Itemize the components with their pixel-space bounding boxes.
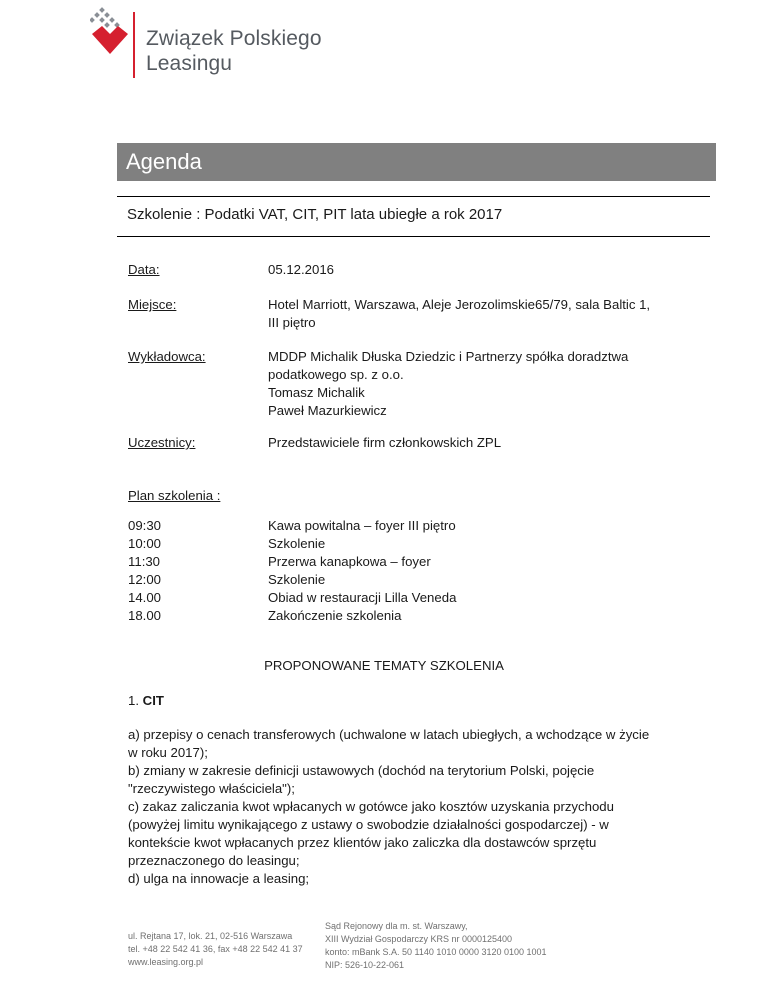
schedule-time: 12:00	[128, 572, 162, 587]
footer-address: ul. Rejtana 17, lok. 21, 02-516 Warszawa tel. +48 22 542 41 36, fax +48 22 542 41 37 www.leasing.org.pl	[128, 931, 303, 967]
zpl-logo-icon	[90, 6, 130, 62]
date-label: Data:	[128, 262, 160, 277]
schedule-item: Kawa powitalna – foyer III piętro	[268, 518, 456, 533]
topic-line: "rzeczywistego właściciela");	[128, 781, 295, 796]
topic-line: b) zmiany w zakresie definicji ustawowych (dochód na terytorium Polski, pojęcie	[128, 763, 595, 778]
topics-heading: PROPONOWANE TEMATY SZKOLENIA	[264, 658, 504, 673]
date-value: 05.12.2016	[268, 262, 335, 277]
lecturer-label: Wykładowca:	[128, 349, 206, 364]
schedule-times	[128, 517, 161, 625]
schedule-item: Zakończenie szkolenia	[268, 608, 402, 623]
schedule-time: 14.00	[128, 590, 162, 605]
topic-line: kontekście kwot wpłacanych przez klientów jako zaliczka dla dostawców sprzętu	[128, 835, 597, 850]
participants-label: Uczestnicy:	[128, 435, 196, 450]
schedule-item: Szkolenie	[268, 572, 326, 587]
divider-bottom	[117, 236, 710, 237]
schedule-time: 11:30	[128, 554, 161, 569]
divider-top	[117, 196, 710, 197]
topic-line: w roku 2017);	[128, 745, 208, 760]
plan-heading: Plan szkolenia :	[128, 488, 221, 503]
section-heading: 1. CIT	[128, 693, 164, 708]
agenda-banner	[117, 143, 716, 181]
training-subtitle: Szkolenie : Podatki VAT, CIT, PIT lata ubiegłe a rok 2017	[127, 206, 503, 223]
schedule-time: 10:00	[128, 536, 162, 551]
schedule-item: Szkolenie	[268, 536, 326, 551]
logo-divider	[133, 12, 135, 78]
topic-line: a) przepisy o cenach transferowych (uchwalone w latach ubiegłych, a wchodzące w życie	[128, 727, 650, 742]
schedule-items	[268, 517, 456, 625]
schedule-time: 09:30	[128, 518, 162, 533]
topics-list	[128, 726, 708, 888]
lecturer-value: MDDP Michalik Dłuska Dziedzic i Partnerzy spółka doradztwa podatkowego sp. z o.o. Tomasz Michalik Paweł Mazurkiewicz	[268, 349, 629, 418]
schedule-time: 18.00	[128, 608, 162, 623]
topic-line: c) zakaz zaliczania kwot wpłacanych w gotówce jako kosztów uzyskania przychodu	[128, 799, 614, 814]
place-value: Hotel Marriott, Warszawa, Aleje Jerozolimskie65/79, sala Baltic 1, III piętro	[268, 297, 651, 330]
place-label: Miejsce:	[128, 297, 177, 312]
participants-value: Przedstawiciele firm członkowskich ZPL	[268, 435, 502, 450]
schedule-item: Obiad w restauracji Lilla Veneda	[268, 590, 457, 605]
schedule-item: Przerwa kanapkowa – foyer	[268, 554, 431, 569]
agenda-title: Agenda	[126, 149, 202, 174]
topic-line: (powyżej limitu wynikającego z ustawy o swobodzie działalności gospodarczej) - w	[128, 817, 609, 832]
footer-registration: Sąd Rejonowy dla m. st. Warszawy, XIII Wydział Gospodarczy KRS nr 0000125400 konto: mBank S.A. 50 1140 1010 0000 3120 0100 1001 NIP: 526-10-22-061	[325, 921, 547, 970]
org-name: Związek Polskiego Leasingu	[146, 27, 322, 75]
topic-line: przeznaczonego do leasingu;	[128, 853, 300, 868]
topic-line: d) ulga na innowacje a leasing;	[128, 871, 310, 886]
